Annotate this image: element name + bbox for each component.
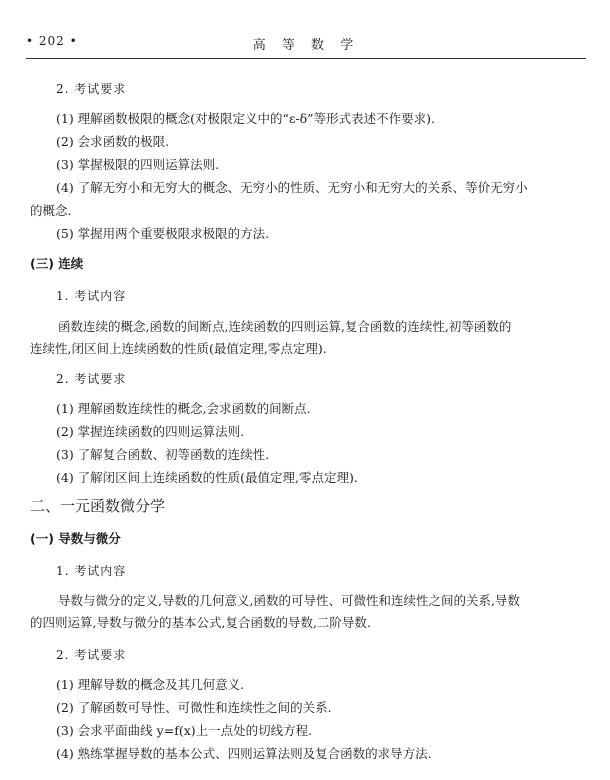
page-header [26,34,586,59]
list-item: (2) 了解函数可导性、可微性和连续性之间的关系. [56,700,332,715]
list-item: (3) 会求平面曲线 y=f(x)上一点处的切线方程. [56,723,313,738]
list-item-continuation: 的概念. [30,203,72,218]
running-title: 高 等 数 学 [252,38,360,53]
subheading-requirements: 2. 考试要求 [56,82,127,96]
list-item: (4) 熟练掌握导数的基本公式、四则运算法则及复合函数的求导方法. [56,746,432,761]
list-item: (2) 会求函数的极限. [56,134,170,149]
chapter-heading: 二、一元函数微分学 [30,497,166,515]
list-item: (1) 理解函数连续性的概念,会求函数的间断点. [56,401,311,416]
list-item: (4) 了解无穷小和无穷大的概念、无穷小的性质、无穷小和无穷大的关系、等价无穷小 [56,180,528,195]
paragraph-continuation: 的四则运算,导数与微分的基本公式,复合函数的导数,二阶导数. [30,615,371,630]
list-item: (5) 掌握用两个重要极限求极限的方法. [56,226,270,241]
list-item: (2) 掌握连续函数的四则运算法则. [56,424,245,439]
paragraph: 导数与微分的定义,导数的几何意义,函数的可导性、可微性和连续性之间的关系,导数 [58,593,520,608]
subheading-requirements: 2. 考试要求 [56,372,127,386]
subheading-content: 1. 考试内容 [56,564,127,578]
page-number: • 202 • [26,34,78,48]
paragraph-continuation: 连续性,闭区间上连续函数的性质(最值定理,零点定理). [30,341,327,356]
section-heading-continuity: (三) 连续 [30,256,84,271]
subheading-requirements: 2. 考试要求 [56,648,127,662]
list-item: (1) 理解导数的概念及其几何意义. [56,677,245,692]
list-item: (3) 了解复合函数、初等函数的连续性. [56,447,270,462]
paragraph: 函数连续的概念,函数的间断点,连续函数的四则运算,复合函数的连续性,初等函数的 [58,319,512,334]
section-heading-derivatives: (一) 导数与微分 [30,531,121,546]
list-item: (1) 理解函数极限的概念(对极限定义中的“ε-δ”等形式表述不作要求). [56,111,435,126]
subheading-content: 1. 考试内容 [56,289,127,303]
list-item: (4) 了解闭区间上连续函数的性质(最值定理,零点定理). [56,470,358,485]
list-item: (3) 掌握极限的四则运算法则. [56,157,220,172]
